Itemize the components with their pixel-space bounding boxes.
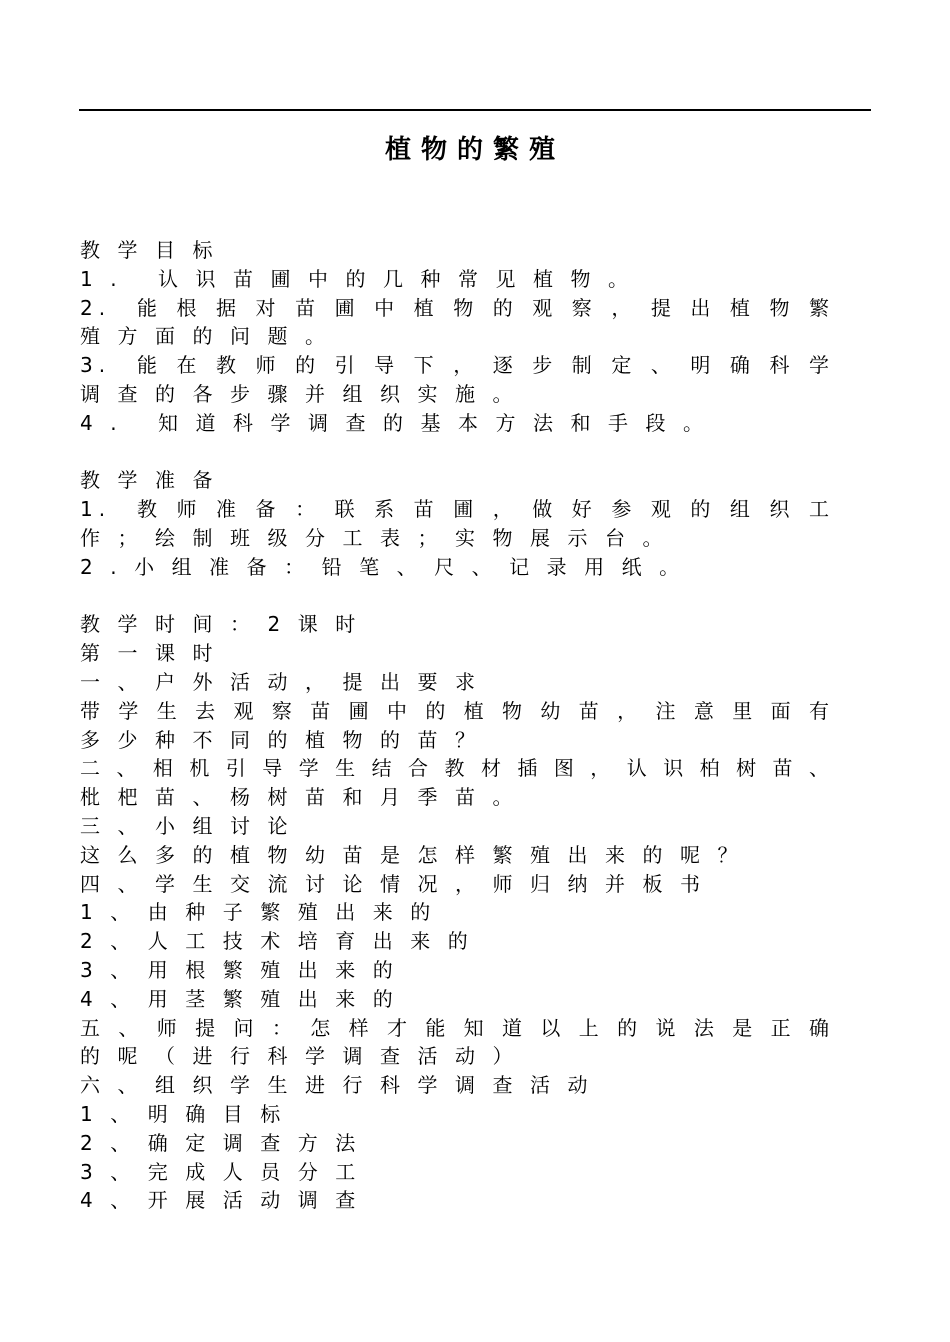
text-line: 1、明确目标 [80,1101,298,1126]
text-line: 一、户外活动，提出要求 [80,669,493,694]
text-line: 2. 能根据对苗圃中植物的观察，提出植物繁 [80,295,835,320]
text-line: 3、用根繁殖出来的 [80,957,411,982]
text-line: 2、人工技术培育出来的 [80,929,486,954]
text-line: 调查的各步骤并组织实施。 [80,381,530,406]
text-line: 教学目标 [80,238,230,262]
text-line: 教学时间：2课时 [80,612,373,637]
text-line: 多少种不同的植物的苗？ [80,727,493,752]
text-line: 1、由种子繁殖出来的 [80,900,448,925]
text-line: 作；绘制班级分工表；实物展示台。 [80,525,680,550]
text-line: 二、相机引导学生结合教材插图，认识柏树苗、 [80,756,835,781]
text-line: 1. 教师准备：联系苗圃，做好参观的组织工 [80,497,835,522]
text-line: 教学准备 [80,468,230,493]
text-line: 4. 知道科学调查的基本方法和手段。 [80,410,721,435]
text-line: 这么多的植物幼苗是怎样繁殖出来的呢？ [80,842,755,867]
text-line: 六、组织学生进行科学调查活动 [80,1073,605,1098]
text-line: 五、师提问：怎样才能知道以上的说法是正确 [80,1015,835,1040]
text-line: 3. 能在教师的引导下，逐步制定、明确科学 [80,353,835,378]
document-body [80,236,880,1215]
text-line: 的呢（进行科学调查活动） [80,1044,530,1069]
text-line: 三、小组讨论 [80,813,305,838]
text-line: 第一课时 [80,641,230,666]
text-line: 2、确定调查方法 [80,1130,373,1155]
text-line: 3、完成人员分工 [80,1159,373,1184]
text-line: 枇杷苗、杨树苗和月季苗。 [80,785,530,810]
header-rule [79,109,871,111]
text-line: 殖方面的问题。 [80,324,343,349]
text-line: 带学生去观察苗圃中的植物幼苗，注意里面有 [80,698,835,723]
text-line: 1. 认识苗圃中的几种常见植物。 [80,266,646,291]
blank-line [80,438,880,467]
text-line: 2.小组准备：铅笔、尺、记录用纸。 [80,554,697,579]
blank-line [80,582,880,611]
text-line: 四、学生交流讨论情况，师归纳并板书 [80,871,718,896]
page-title: 植物的繁殖 [384,135,565,165]
text-line: 4、开展活动调查 [80,1188,373,1213]
text-line: 4、用茎繁殖出来的 [80,986,411,1011]
